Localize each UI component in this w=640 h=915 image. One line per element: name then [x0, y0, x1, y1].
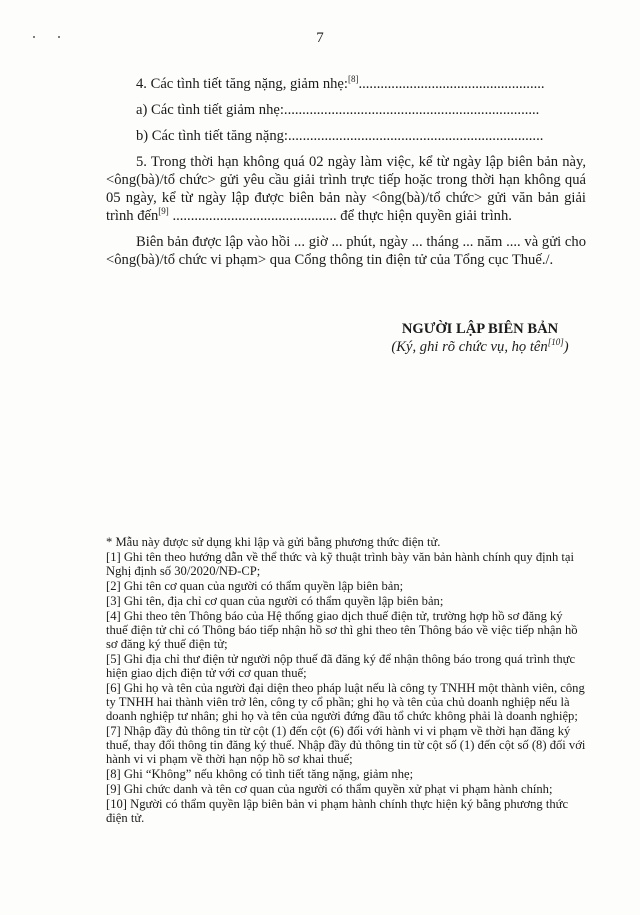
footnote-2: [2] Ghi tên cơ quan của người có thẩm quyền lập biên bản; — [106, 579, 404, 593]
item-4 — [106, 75, 586, 93]
item-5 — [106, 153, 586, 225]
signature-note-ref: [10] — [547, 337, 564, 348]
signature-title: NGƯỜI LẬP BIÊN BẢN — [401, 321, 559, 337]
item-a: a) Các tình tiết giảm nhẹ:...................................................................... — [136, 102, 540, 118]
footnote-9: [9] Ghi chức danh và tên cơ quan của người có thẩm quyền xử phạt vi phạm hành chính; — [106, 782, 553, 796]
footnote-6: [6] Ghi họ và tên của người đại diện theo pháp luật nếu là công ty TNHH một thành viên, công ty TNHH hai thành viên trở lên, công ty cổ phần; ghi họ và tên của chủ doanh nghiệp nếu là doanh nghiệp tư nhân; ghi họ và tên của người đứng đầu tổ chức không phải là doanh nghiệp; — [106, 681, 585, 723]
footnote-1: [1] Ghi tên theo hướng dẫn về thể thức và kỹ thuật trình bày văn bản hành chính quy định tại Nghị định số 30/2020/NĐ-CP; — [106, 550, 574, 578]
item-5-text: 5. Trong thời hạn không quá 02 ngày làm việc, kể từ ngày lập biên bản này, <ông(bà)/tổ chức> gửi yêu cầu giải trình trực tiếp hoặc trong thời hạn không quá 05 ngày, kể từ ngày lập được biên bản này <ông(bà)/tổ chức> gửi văn bản giải trình đến — [106, 154, 586, 224]
document-body — [106, 75, 586, 277]
signature-note-text: (Ký, ghi rõ chức vụ, họ tên — [391, 339, 548, 355]
item-5-ref: [9] — [158, 206, 169, 217]
footnote-4: [4] Ghi theo tên Thông báo của Hệ thống giao dịch thuế điện tử, trường hợp hồ sơ đăng ký thuế điện tử chỉ có Thông báo tiếp nhận hồ sơ thì ghi theo tên Thông báo về việc tiếp nhận hồ sơ đăng ký thuế điện tử; — [106, 609, 578, 651]
signature-block — [360, 320, 600, 356]
signature-note-end: ) — [563, 339, 569, 355]
footnote-8: [8] Ghi “Không” nếu không có tình tiết tăng nặng, giảm nhẹ; — [106, 767, 414, 781]
item-4-text: 4. Các tình tiết tăng nặng, giảm nhẹ: — [136, 76, 348, 92]
closing-paragraph: Biên bản được lập vào hồi ... giờ ... phút, ngày ... tháng ... năm .... và gửi cho <ông(bà)/tổ chức vi phạm> qua Cổng thông tin điện tử của Tổng cục Thuế./. — [106, 234, 586, 268]
item-4-dots: ................................................... — [358, 76, 545, 92]
footnote-star: * Mẫu này được sử dụng khi lập và gửi bằng phương thức điện tử. — [106, 535, 441, 549]
item-4-ref: [8] — [347, 74, 359, 85]
footnote-3: [3] Ghi tên, địa chỉ cơ quan của người có thẩm quyền lập biên bản; — [106, 594, 444, 608]
footnotes — [106, 535, 586, 826]
footnote-5: [5] Ghi địa chỉ thư điện tử người nộp thuế đã đăng ký để nhận thông báo trong quá trình thực hiện giao dịch điện tử với cơ quan thuế; — [106, 652, 576, 680]
footnote-7: [7] Nhập đầy đủ thông tin từ cột (1) đến cột (6) đối với hành vi vi phạm về thời hạn đăng ký thuế, thay đổi thông tin đăng ký thuế. Nhập đầy đủ thông tin từ cột số (1) đến cột số (8) đối với hành vi vi phạm về thời hạn nộp hồ sơ khai thuế; — [106, 724, 586, 766]
page-number: 7 — [316, 30, 324, 46]
item-5-text-end: ............................................. để thực hiện quyền giải trình. — [168, 208, 512, 224]
item-b: b) Các tình tiết tăng nặng:...................................................................... — [136, 128, 544, 144]
footnote-10: [10] Người có thẩm quyền lập biên bản vi phạm hành chính thực hiện ký bằng phương thức điện tử. — [106, 797, 569, 825]
signature-note — [360, 338, 600, 356]
